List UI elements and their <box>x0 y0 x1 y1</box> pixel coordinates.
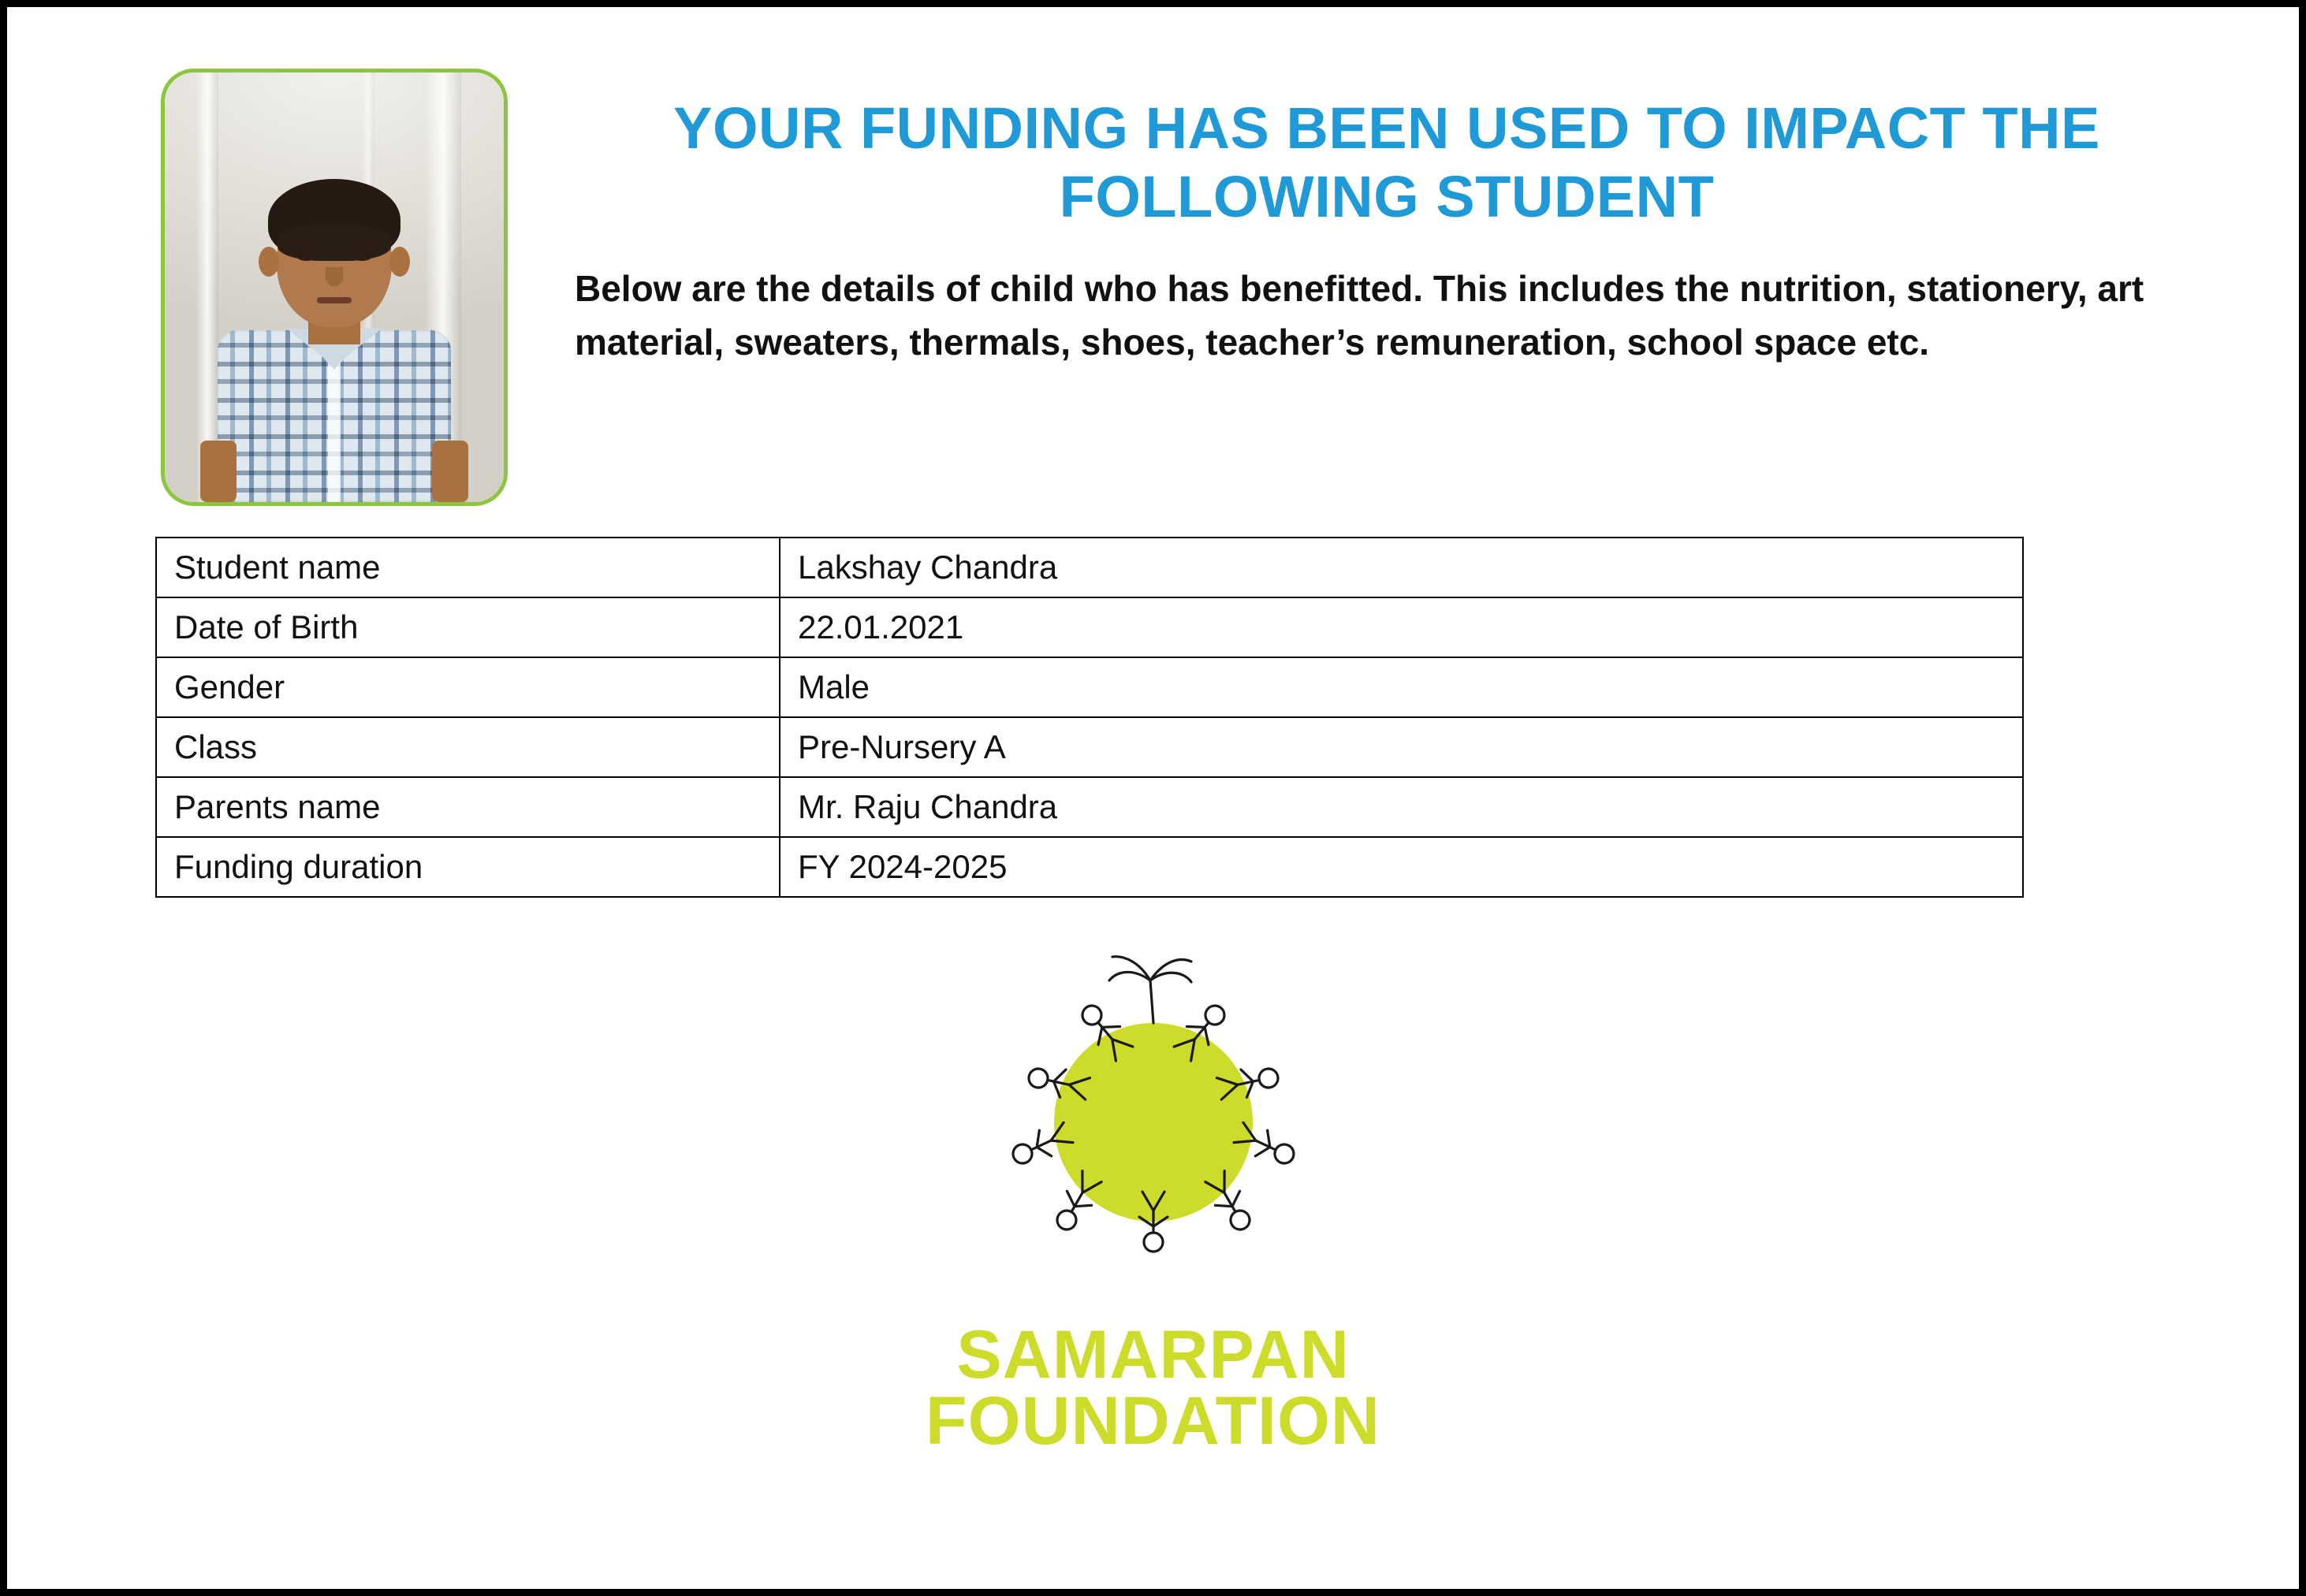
page-title-line1: YOUR FUNDING HAS BEEN USED TO IMPACT THE <box>673 95 2100 161</box>
row-value: Pre-Nursery A <box>780 717 2023 777</box>
table-row <box>156 837 2023 897</box>
eye-right <box>352 251 372 261</box>
row-label: Student name <box>156 538 780 597</box>
eyebrow-left <box>293 240 319 246</box>
globe-with-children-icon <box>941 933 1366 1308</box>
row-value: Male <box>780 657 2023 717</box>
row-value: Lakshay Chandra <box>780 538 2023 597</box>
row-label: Date of Birth <box>156 597 780 657</box>
brand-name-line1: SAMARPAN <box>956 1317 1350 1393</box>
arm-right <box>432 441 468 502</box>
mouth <box>317 297 352 303</box>
header-text-block <box>559 94 2215 369</box>
ear-left <box>259 247 279 277</box>
eye-left <box>296 251 317 261</box>
header-section <box>7 7 2299 496</box>
row-value: 22.01.2021 <box>780 597 2023 657</box>
brand-name-line2: FOUNDATION <box>926 1383 1380 1460</box>
table-row <box>156 717 2023 777</box>
row-value: FY 2024-2025 <box>780 837 2023 897</box>
brand-name <box>7 1317 2299 1460</box>
row-label: Gender <box>156 657 780 717</box>
page-title <box>559 94 2215 232</box>
nose <box>326 267 343 286</box>
row-label: Funding duration <box>156 837 780 897</box>
photo-background <box>165 73 504 502</box>
table-row <box>156 777 2023 837</box>
row-value: Mr. Raju Chandra <box>780 777 2023 837</box>
row-label: Parents name <box>156 777 780 837</box>
ear-right <box>389 247 410 277</box>
shirt-placket <box>328 362 341 502</box>
row-label: Class <box>156 717 780 777</box>
table-row <box>156 657 2023 717</box>
student-details-table <box>155 537 2024 898</box>
organization-logo <box>7 933 2299 1460</box>
page-subtitle: Below are the details of child who has benefitted. This includes the nutrition, stationery, art material, sweaters, thermals, shoes, teacher’s remuneration, school space etc. <box>575 267 2144 363</box>
table-row <box>156 538 2023 597</box>
page-title-line2: FOLLOWING STUDENT <box>1059 164 1715 230</box>
arm-left <box>200 441 237 502</box>
shirt <box>218 330 451 502</box>
table-row <box>156 597 2023 657</box>
student-photo <box>161 69 508 506</box>
child-figure <box>204 163 464 502</box>
hair <box>268 179 400 261</box>
eyebrow-right <box>350 240 375 246</box>
